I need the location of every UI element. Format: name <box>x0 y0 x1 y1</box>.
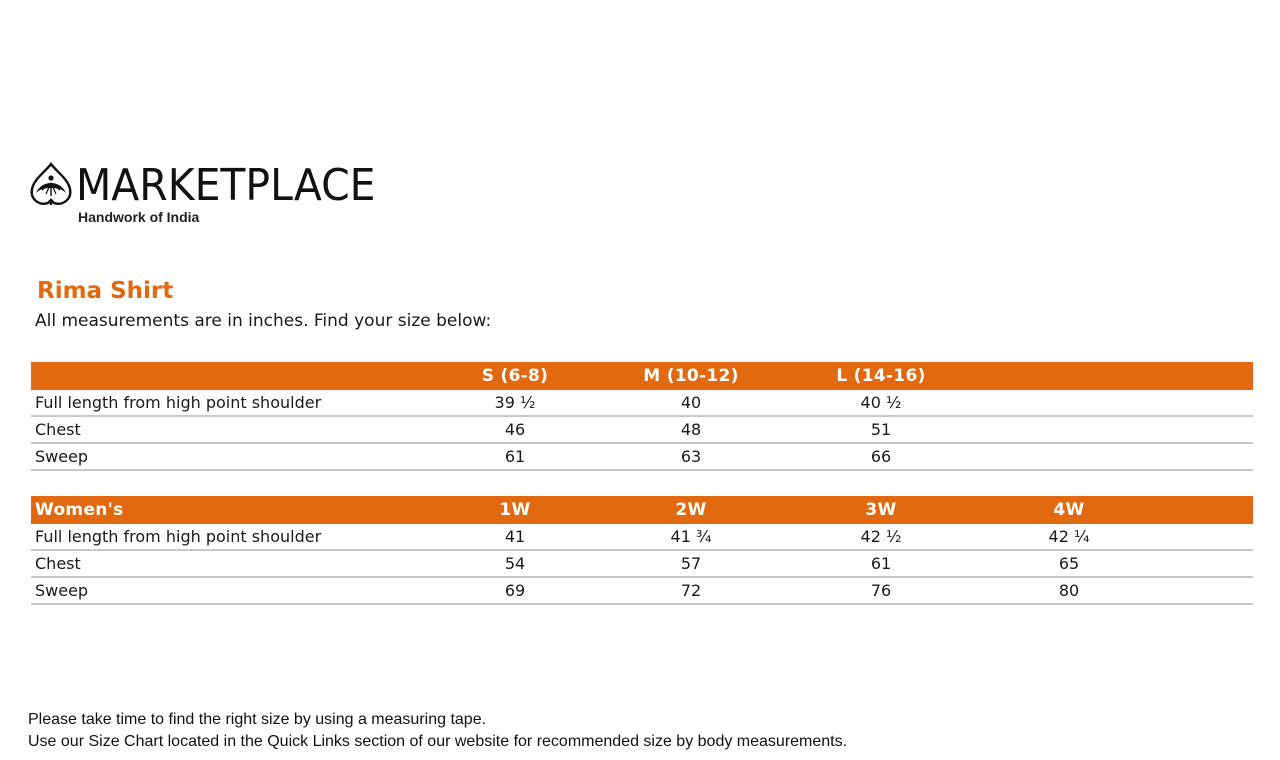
cell-value: 57 <box>605 550 777 577</box>
cell-value <box>985 416 1153 443</box>
header-label <box>31 362 425 390</box>
footer-notes <box>28 709 847 753</box>
cell-spacer <box>1153 550 1253 577</box>
cell-value: 41 <box>425 524 605 550</box>
table-row <box>31 524 1253 550</box>
size-table-womens <box>31 496 1253 605</box>
cell-value <box>985 390 1153 416</box>
cell-value: 63 <box>605 443 777 470</box>
header-spacer <box>1153 496 1253 524</box>
header-empty <box>985 362 1153 390</box>
cell-spacer <box>1153 390 1253 416</box>
cell-value: 76 <box>777 577 985 604</box>
cell-spacer <box>1153 416 1253 443</box>
cell-value: 54 <box>425 550 605 577</box>
table-row <box>31 550 1253 577</box>
header-size-1w: 1W <box>425 496 605 524</box>
table-row <box>31 443 1253 470</box>
table-header-row <box>31 362 1253 390</box>
size-table-regular <box>31 362 1253 471</box>
cell-spacer <box>1153 524 1253 550</box>
cell-value: 40 ½ <box>777 390 985 416</box>
cell-value: 51 <box>777 416 985 443</box>
footer-note-size-chart: Use our Size Chart located in the Quick Links section of our website for recommended size by body measurements. <box>28 733 848 750</box>
row-label: Chest <box>31 416 425 443</box>
cell-value: 42 ½ <box>777 524 985 550</box>
brand-tagline: Handwork of India <box>78 209 200 225</box>
table-header-row <box>31 496 1253 524</box>
row-label: Full length from high point shoulder <box>31 390 425 416</box>
table-row <box>31 390 1253 416</box>
cell-value: 41 ¾ <box>605 524 777 550</box>
footer-note-measuring: Please take time to find the right size by using a measuring tape. <box>28 711 487 728</box>
cell-value: 40 <box>605 390 777 416</box>
row-label: Chest <box>31 550 425 577</box>
leaf-peacock-icon <box>28 162 74 208</box>
cell-value: 48 <box>605 416 777 443</box>
cell-value: 69 <box>425 577 605 604</box>
table-row <box>31 416 1253 443</box>
table-row <box>31 577 1253 604</box>
cell-value: 80 <box>985 577 1153 604</box>
cell-value: 61 <box>425 443 605 470</box>
header-size-l: L (14-16) <box>777 362 985 390</box>
cell-value: 72 <box>605 577 777 604</box>
row-label: Sweep <box>31 443 425 470</box>
header-size-4w: 4W <box>985 496 1153 524</box>
row-label: Full length from high point shoulder <box>31 524 425 550</box>
cell-spacer <box>1153 443 1253 470</box>
measurement-note: All measurements are in inches. Find your size below: <box>35 311 492 331</box>
header-size-s: S (6-8) <box>425 362 605 390</box>
cell-value: 61 <box>777 550 985 577</box>
cell-value: 39 ½ <box>425 390 605 416</box>
header-spacer <box>1153 362 1253 390</box>
header-size-3w: 3W <box>777 496 985 524</box>
header-size-m: M (10-12) <box>605 362 777 390</box>
cell-value: 42 ¼ <box>985 524 1153 550</box>
brand-name: MARKETPLACE <box>76 160 376 211</box>
header-label: Women's <box>31 496 425 524</box>
cell-value: 46 <box>425 416 605 443</box>
cell-value: 66 <box>777 443 985 470</box>
cell-value: 65 <box>985 550 1153 577</box>
product-title: Rima Shirt <box>37 278 174 304</box>
cell-spacer <box>1153 577 1253 604</box>
row-label: Sweep <box>31 577 425 604</box>
header-size-2w: 2W <box>605 496 777 524</box>
cell-value <box>985 443 1153 470</box>
